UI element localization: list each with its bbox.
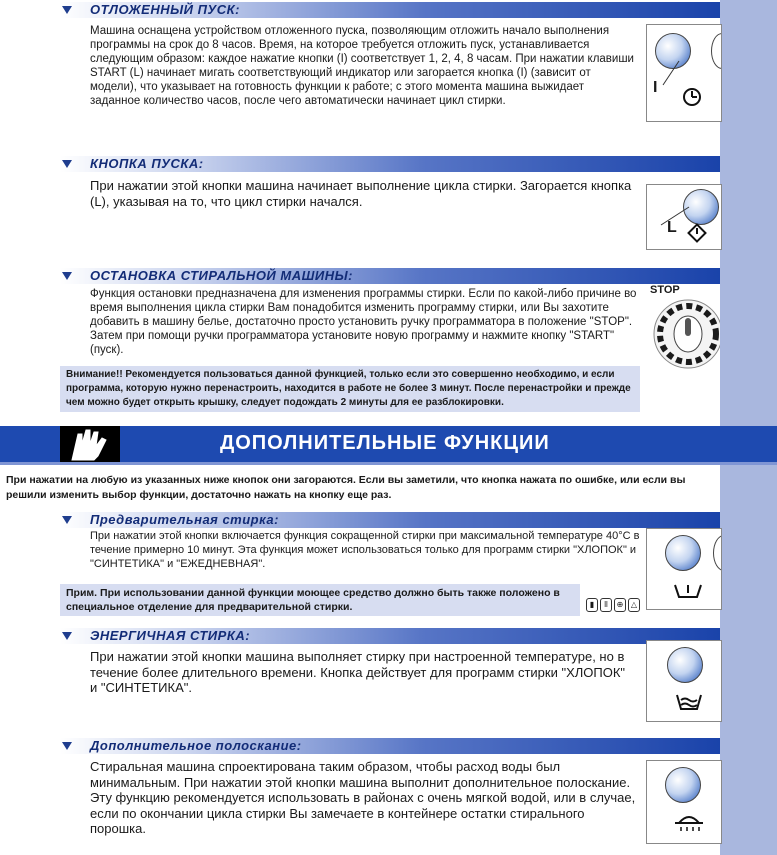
triangle-bullet-icon	[62, 272, 72, 280]
intensive-button-panel	[646, 640, 722, 722]
triangle-bullet-icon	[62, 742, 72, 750]
stop-warning-note: Внимание!! Рекомендуется пользоваться данной функцией, только если это совершенно необходимо, и если программа, которую нужно перенастроить, находится в работе не более 3 минут. После перенастройки и прежде чем можно будет открыть крышку, следует подождать 2 минуты для ее разблокировки.	[60, 366, 640, 412]
programmer-dial-icon	[646, 294, 720, 374]
section-title-rinse: Дополнительное полоскание:	[90, 738, 302, 753]
prewash-button-panel	[646, 528, 722, 610]
prewash-description: При нажатии этой кнопки включается функция сокращенной стирки при максимальной температуре 40°С в течение примерно 10 минут. Эта функция может использоваться только для программ стирки "ХЛОПОК" и "СИНТЕТИКА" и "ЕЖЕДНЕВНАЯ".	[90, 530, 640, 570]
pause-icon: ▮	[586, 598, 598, 612]
stop-label: STOP	[650, 284, 680, 296]
section-title-delay: ОТЛОЖЕННЫЙ ПУСК:	[90, 2, 240, 17]
intensive-description: При нажатии этой кнопки машина выполняет стирку при настроенной температуре, но в течение более длительного времени. Кнопка действует для программ стирки "ХЛОПОК" и "СИНТЕТИКА".	[90, 649, 626, 695]
temp-icon: ⊕	[614, 598, 626, 612]
functions-intro: При нажатии на любую из указанных ниже кнопок они загораются. Если вы заметили, что кнопка нажата по ошибке, или если вы решили изменить выбор функции, достаточно нажать на кнопку еще раз.	[6, 474, 686, 501]
start-description: При нажатии этой кнопки машина начинает выполнение цикла стирки. Загорается кнопка (L), указывая на то, что цикл стирки начался.	[90, 178, 632, 209]
delay-button-panel	[646, 24, 722, 122]
delay-description: Машина оснащена устройством отложенного пуска, позволяющим отложить начало выполнения программы на срок до 8 часов. Время, на которое требуется отложить пуск, устанавливается следующим образом: каждое нажатие кнопки (I) соответствует 1, 2, 4, 8 часам. При нажатии клавиши START (L) начинает мигать соответствующий индикатор или загорается кнопка (I) (зависит от модели), что указывает на готовность функции к работе; с этого момента машина выжидает заданное количество часов, после чего автоматически начинает цикл стирки.	[90, 25, 634, 107]
start-button-panel	[646, 184, 722, 250]
hand-icon	[60, 426, 120, 462]
prewash-note: Прим. При использовании данной функции моющее средство должно быть также положено в специальное отделение для предварительной стирки.	[60, 584, 580, 616]
delay-label: I	[653, 79, 658, 96]
triangle-bullet-icon	[62, 160, 72, 168]
stop-description: Функция остановки предназначена для изменения программы стирки. Если по какой-либо причине во время выполнения цикла стирки Вам понадобится изменить программу стирки, или Вы захотите добавить в машину белье, достаточно просто установить ручку программатора в положение "STOP". Затем при помощи ручки программатора установите новую программу и нажмите кнопку "START" (пуск).	[90, 288, 637, 356]
pointer-line	[647, 25, 721, 121]
start-label: L	[667, 219, 677, 236]
triangle-bullet-icon	[62, 6, 72, 14]
triangle-bullet-icon	[62, 516, 72, 524]
section-title-start: КНОПКА ПУСКА:	[90, 156, 204, 171]
section-title-stop: ОСТАНОВКА СТИРАЛЬНОЙ МАШИНЫ:	[90, 268, 353, 283]
rinse-button-panel	[646, 760, 722, 844]
start-icon	[647, 185, 721, 249]
intensive-wash-icon	[647, 641, 721, 721]
pause-icon: ll	[600, 598, 612, 612]
rinse-shower-icon	[647, 761, 721, 843]
section-title-prewash: Предварительная стирка:	[90, 512, 279, 527]
warning-icon: △	[628, 598, 640, 612]
banner-title: ДОПОЛНИТЕЛЬНЫЕ ФУНКЦИИ	[220, 432, 550, 454]
prewash-mini-icons	[584, 596, 640, 614]
triangle-bullet-icon	[62, 632, 72, 640]
programmer-dial-panel	[646, 284, 720, 374]
section-title-intensive: ЭНЕРГИЧНАЯ СТИРКА:	[90, 628, 251, 643]
prewash-tub-icon	[647, 529, 721, 609]
banner-underline	[0, 462, 777, 465]
rinse-description: Стиральная машина спроектирована таким образом, чтобы расход воды был минимальным. При нажатии этой кнопки машина выполнит дополнительное полоскание. Эту функцию рекомендуется использовать в районах с очень мягкой водой, или в случае, если по окончании цикла стирки Вы замечаете в контейнере остатки стирального порошка.	[90, 759, 636, 836]
